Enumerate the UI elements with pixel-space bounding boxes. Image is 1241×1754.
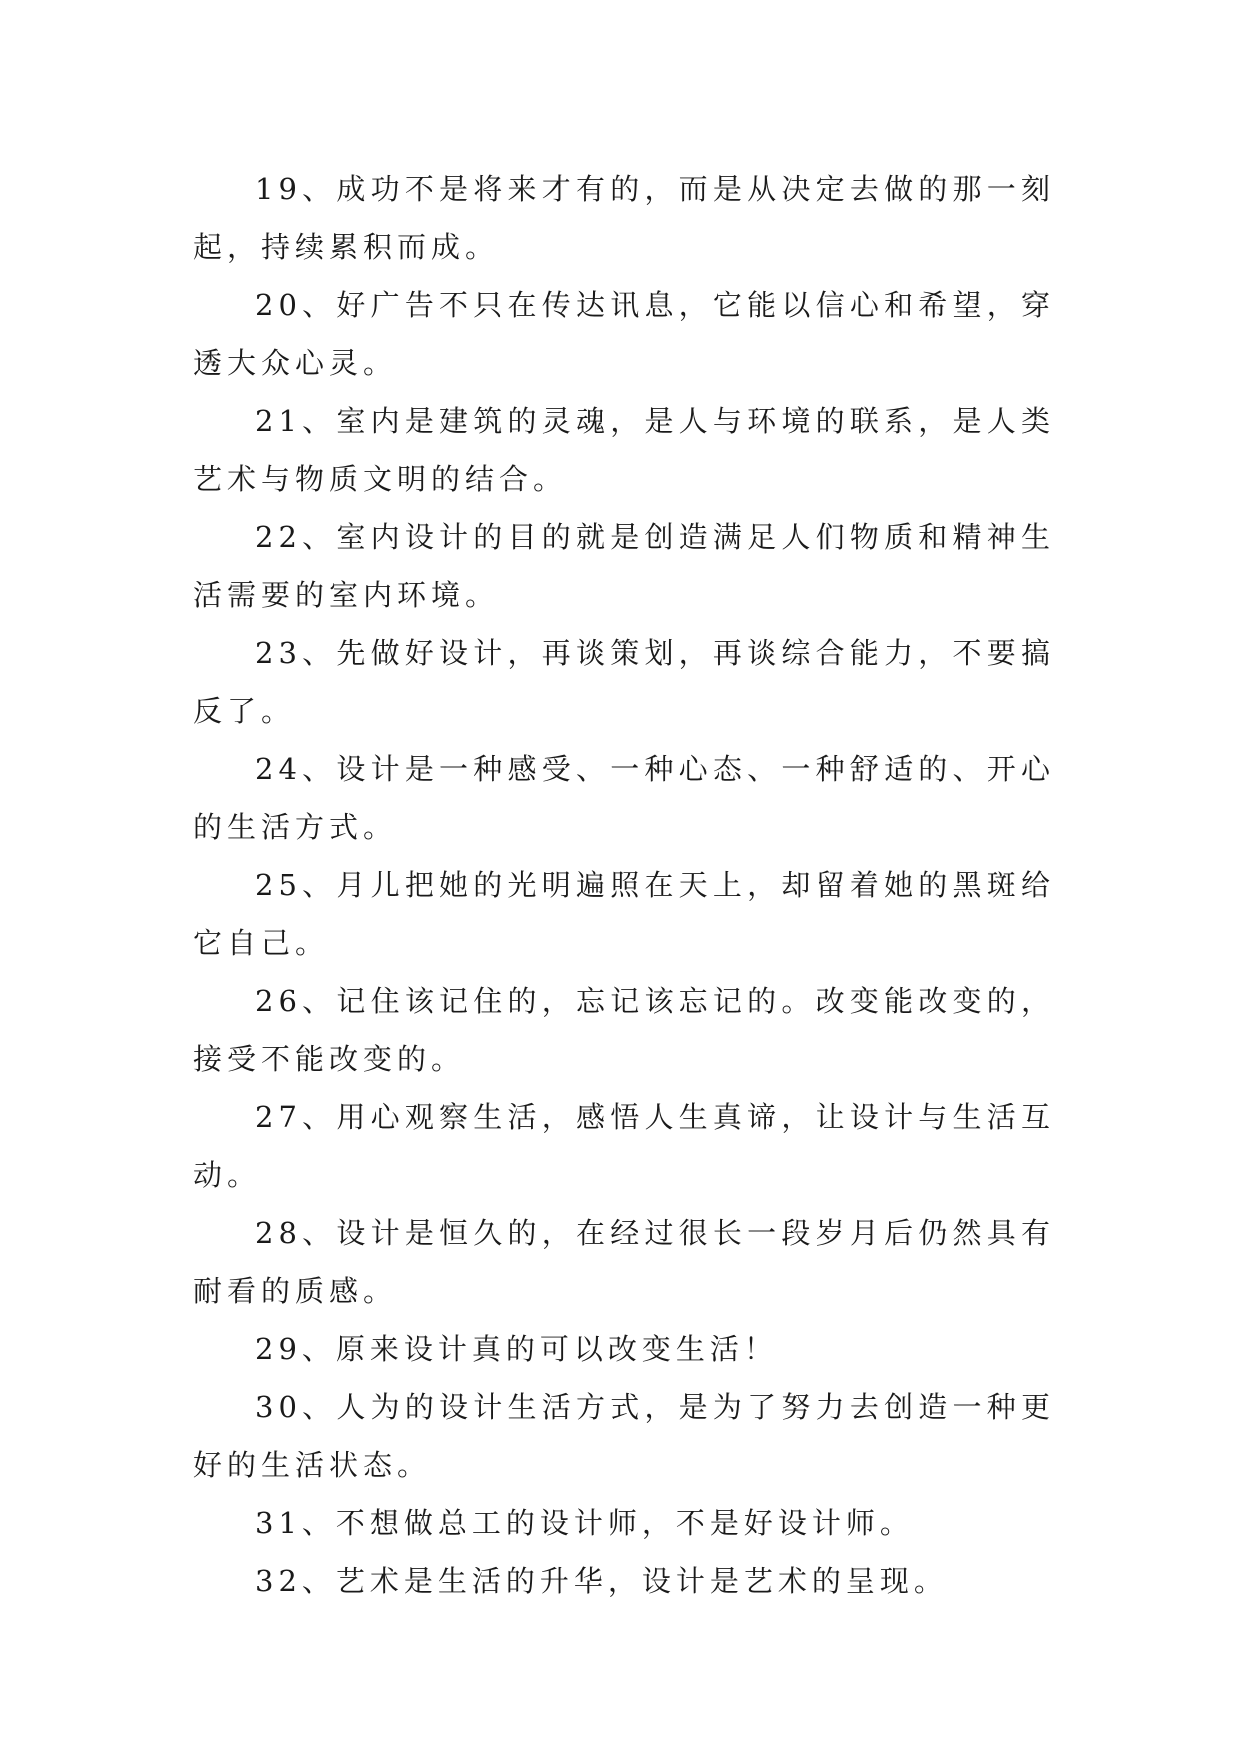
paragraph-31: 31、不想做总工的设计师，不是好设计师。 [255, 1506, 914, 1540]
paragraph-19: 19、成功不是将来才有的，而是从决定去做的那一刻起，持续累积而成。 [193, 172, 1055, 264]
paragraph-32: 32、艺术是生活的升华，设计是艺术的呈现。 [255, 1564, 948, 1598]
paragraph-30: 30、人为的设计生活方式，是为了努力去创造一种更好的生活状态。 [193, 1390, 1055, 1482]
paragraph-20: 20、好广告不只在传达讯息，它能以信心和希望，穿透大众心灵。 [193, 288, 1055, 380]
paragraph-28: 28、设计是恒久的，在经过很长一段岁月后仍然具有耐看的质感。 [193, 1216, 1055, 1308]
paragraph-29: 29、原来设计真的可以改变生活！ [255, 1332, 778, 1366]
paragraph-21: 21、室内是建筑的灵魂，是人与环境的联系，是人类艺术与物质文明的结合。 [193, 404, 1055, 496]
paragraph-26: 26、记住该记住的，忘记该忘记的。改变能改变的，接受不能改变的。 [193, 984, 1055, 1076]
paragraph-22: 22、室内设计的目的就是创造满足人们物质和精神生活需要的室内环境。 [193, 520, 1055, 612]
paragraph-24: 24、设计是一种感受、一种心态、一种舒适的、开心的生活方式。 [193, 752, 1055, 844]
paragraph-25: 25、月儿把她的光明遍照在天上，却留着她的黑斑给它自己。 [193, 868, 1055, 960]
document-body [193, 160, 1055, 1610]
paragraph-27: 27、用心观察生活，感悟人生真谛，让设计与生活互动。 [193, 1100, 1055, 1192]
paragraph-23: 23、先做好设计，再谈策划，再谈综合能力，不要搞反了。 [193, 636, 1055, 728]
